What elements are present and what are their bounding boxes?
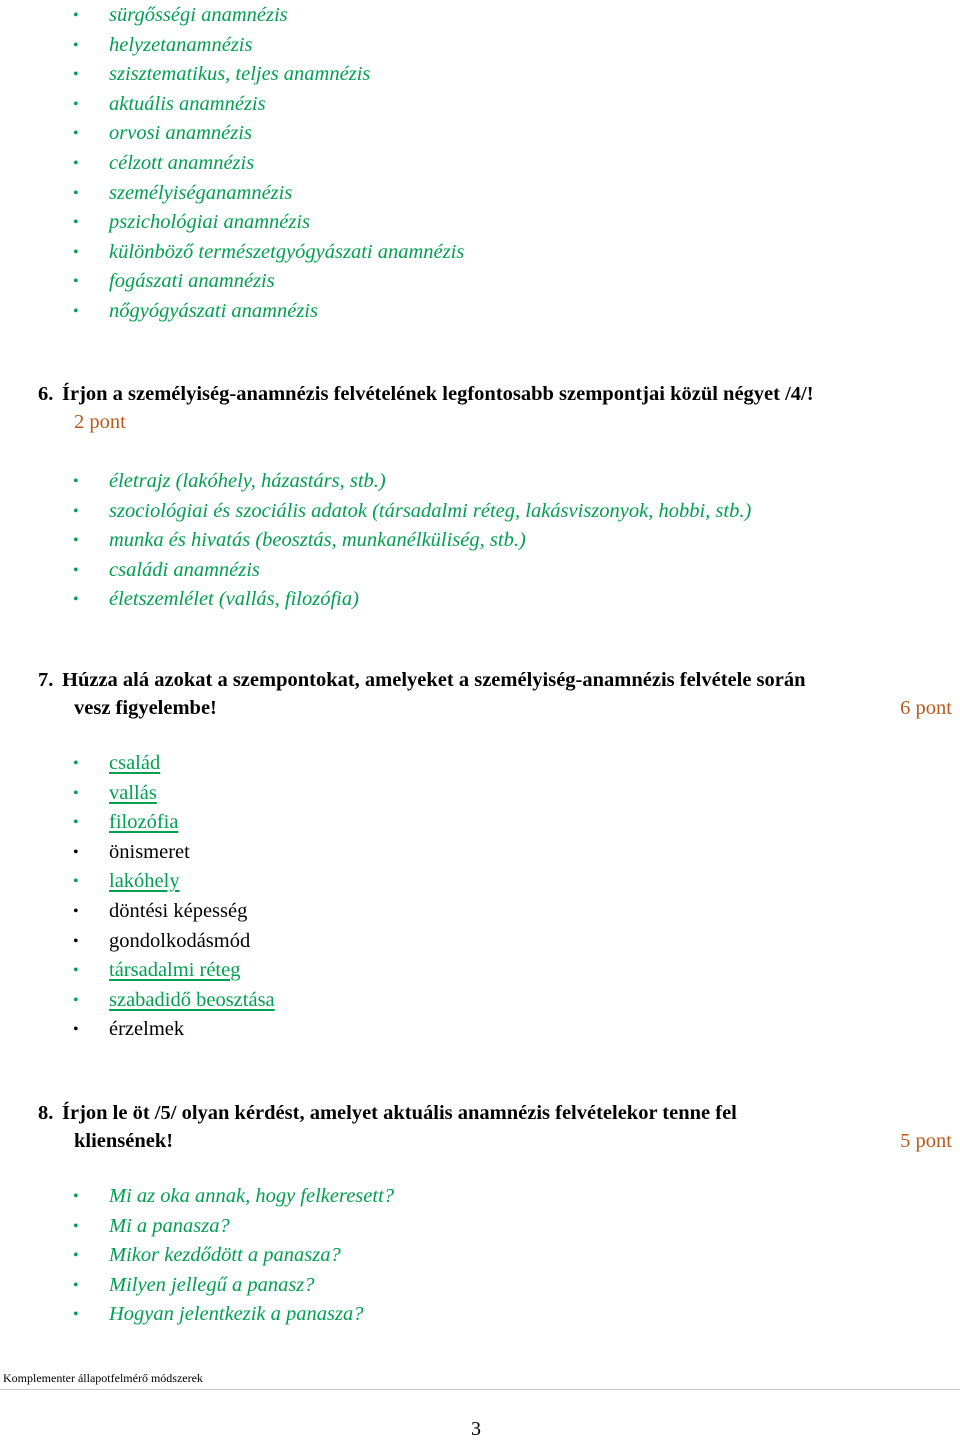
anamnesis-types-list bbox=[0, 1, 464, 327]
list-item: • Mikor kezdődött a panasza? bbox=[0, 1241, 394, 1271]
list-item: • Milyen jellegű a panasz? bbox=[0, 1271, 394, 1301]
list-item: • sürgősségi anamnézis bbox=[0, 1, 464, 31]
bullet-icon: • bbox=[73, 843, 79, 861]
list-item: • Mi az oka annak, hogy felkeresett? bbox=[0, 1182, 394, 1212]
question-number: 8. bbox=[38, 1102, 54, 1124]
bullet-icon: • bbox=[73, 561, 79, 579]
list-item: • szociológiai és szociális adatok (társadalmi réteg, lakásviszonyok, hobbi, stb.) bbox=[0, 497, 751, 527]
footer-divider bbox=[0, 1389, 960, 1390]
bullet-icon: • bbox=[73, 873, 79, 891]
bullet-icon: • bbox=[73, 532, 79, 550]
list-item: • érzelmek bbox=[0, 1015, 275, 1045]
bullet-icon: • bbox=[73, 755, 79, 772]
bullet-icon: • bbox=[73, 1247, 79, 1265]
list-item: • család bbox=[0, 749, 275, 779]
list-item: • munka és hivatás (beosztás, munkanélküliség, stb.) bbox=[0, 526, 751, 556]
question-7-answers bbox=[0, 749, 275, 1045]
bullet-icon: • bbox=[73, 95, 79, 113]
bullet-icon: • bbox=[73, 473, 79, 490]
list-item: • Mi a panasza? bbox=[0, 1212, 394, 1242]
bullet-icon: • bbox=[73, 591, 79, 609]
list-item: • önismeret bbox=[0, 838, 275, 868]
bullet-icon: • bbox=[73, 302, 79, 320]
list-item: • Hogyan jelentkezik a panasza? bbox=[0, 1300, 394, 1330]
bullet-icon: • bbox=[73, 36, 79, 54]
bullet-icon: • bbox=[73, 1306, 79, 1324]
page-footer: Komplementer állapotfelmérő módszerek bbox=[3, 1371, 203, 1385]
bullet-icon: • bbox=[73, 902, 79, 920]
bullet-icon: • bbox=[73, 214, 79, 232]
question-6-points bbox=[74, 408, 126, 436]
list-item: • vallás bbox=[0, 779, 275, 809]
list-item: • életszemlélet (vallás, filozófia) bbox=[0, 585, 751, 615]
bullet-icon: • bbox=[73, 814, 79, 832]
list-item: • lakóhely bbox=[0, 867, 275, 897]
list-item: • családi anamnézis bbox=[0, 556, 751, 586]
list-item: • társadalmi réteg bbox=[0, 956, 275, 986]
question-6-answers bbox=[0, 467, 751, 615]
list-item: • filozófia bbox=[0, 808, 275, 838]
list-item: • aktuális anamnézis bbox=[0, 90, 464, 120]
bullet-icon: • bbox=[73, 184, 79, 202]
bullet-icon: • bbox=[73, 125, 79, 143]
bullet-icon: • bbox=[73, 7, 79, 24]
bullet-icon: • bbox=[73, 502, 79, 520]
question-7 bbox=[38, 666, 806, 694]
question-number: 7. bbox=[38, 669, 54, 691]
list-item: • helyzetanamnézis bbox=[0, 31, 464, 61]
question-text: Írjon a személyiség-anamnézis felvételének legfontosabb szempontjai közül négyet /4/! bbox=[62, 383, 814, 405]
question-8-answers bbox=[0, 1182, 394, 1330]
points-label: 2 pont bbox=[74, 411, 126, 433]
question-8-line2: kliensének! bbox=[74, 1130, 174, 1152]
bullet-icon: • bbox=[73, 1276, 79, 1294]
bullet-icon: • bbox=[73, 273, 79, 291]
question-7-points: 6 pont bbox=[900, 697, 952, 719]
bullet-icon: • bbox=[73, 1021, 79, 1039]
question-number: 6. bbox=[38, 383, 54, 405]
question-text: Írjon le öt /5/ olyan kérdést, amelyet aktuális anamnézis felvételekor tenne fel bbox=[62, 1102, 737, 1124]
bullet-icon: • bbox=[73, 1217, 79, 1235]
question-8-points: 5 pont bbox=[900, 1130, 952, 1152]
list-item: • fogászati anamnézis bbox=[0, 267, 464, 297]
list-item: • különböző természetgyógyászati anamnézis bbox=[0, 238, 464, 268]
list-item: • döntési képesség bbox=[0, 897, 275, 927]
question-text: Húzza alá azokat a szempontokat, amelyeket a személyiség-anamnézis felvétele során bbox=[62, 669, 806, 691]
page-number: 3 bbox=[471, 1418, 481, 1440]
list-item: • célzott anamnézis bbox=[0, 149, 464, 179]
question-7-line2: vesz figyelembe! bbox=[74, 697, 217, 719]
list-item: • pszichológiai anamnézis bbox=[0, 208, 464, 238]
bullet-icon: • bbox=[73, 991, 79, 1009]
bullet-icon: • bbox=[73, 66, 79, 84]
list-item: • személyiséganamnézis bbox=[0, 179, 464, 209]
bullet-icon: • bbox=[73, 784, 79, 802]
question-6 bbox=[38, 380, 814, 408]
bullet-icon: • bbox=[73, 154, 79, 172]
list-item: • szabadidő beosztása bbox=[0, 986, 275, 1016]
list-item: • szisztematikus, teljes anamnézis bbox=[0, 60, 464, 90]
bullet-icon: • bbox=[73, 1188, 79, 1205]
list-item: • életrajz (lakóhely, házastárs, stb.) bbox=[0, 467, 751, 497]
bullet-icon: • bbox=[73, 932, 79, 950]
question-8 bbox=[38, 1099, 737, 1127]
list-item: • nőgyógyászati anamnézis bbox=[0, 297, 464, 327]
bullet-icon: • bbox=[73, 962, 79, 980]
list-item: • orvosi anamnézis bbox=[0, 119, 464, 149]
bullet-icon: • bbox=[73, 243, 79, 261]
list-item: • gondolkodásmód bbox=[0, 927, 275, 957]
